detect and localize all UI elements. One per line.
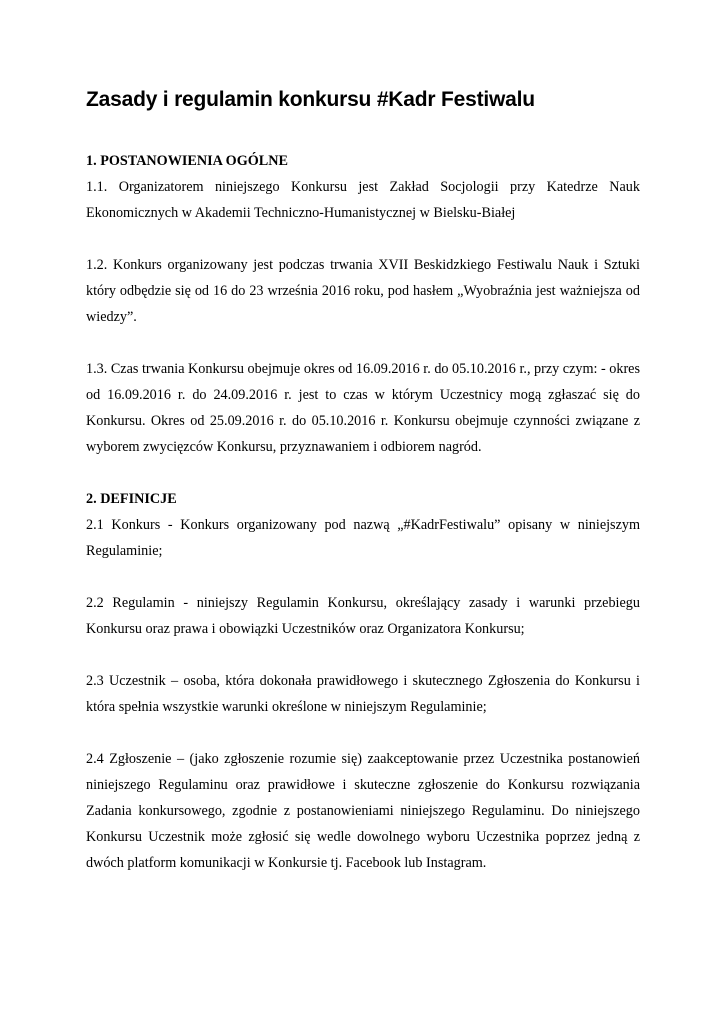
paragraph-1-1: 1.1. Organizatorem niniejszego Konkursu jest Zakład Socjologii przy Katedrze Nauk Ekonomicznych w Akademii Techniczno-Humanistycznej w Bielsku-Białej [86, 179, 640, 221]
document-title: Zasady i regulamin konkursu #Kadr Festiwalu [86, 88, 535, 111]
document-page [86, 86, 640, 876]
paragraph-2-4: 2.4 Zgłoszenie – (jako zgłoszenie rozumie się) zaakceptowanie przez Uczestnika postanowień niniejszego Regulaminu oraz prawidłowe i skuteczne zgłoszenie do Konkursu rozwiązania Zadania konkursowego, zgodnie z postanowieniami niniejszego Regulaminu. Do niniejszego Konkursu Uczestnik może zgłosić się wedle dowolnego wyboru Uczestnika poprzez jedną z dwóch platform komunikacji w Konkursie tj. Facebook lub Instagram. [86, 751, 640, 871]
paragraph-spacer [86, 226, 640, 252]
paragraph-1-3: 1.3. Czas trwania Konkursu obejmuje okres od 16.09.2016 r. do 05.10.2016 r., przy czym: - okres od 16.09.2016 r. do 24.09.2016 r. jest to czas w którym Uczestnicy mogą zgłaszać się do Konkursu. Okres od 25.09.2016 r. do 05.10.2016 r. Konkursu obejmuje czynności związane z wyborem zwycięzców Konkursu, przyznawaniem i odbiorem nagród. [86, 361, 641, 455]
paragraph-2-2: 2.2 Regulamin - niniejszy Regulamin Konkursu, określający zasady i warunki przebiegu Konkursu oraz prawa i obowiązki Uczestników oraz Organizatora Konkursu; [86, 595, 640, 637]
paragraph-spacer [86, 720, 640, 746]
section-heading: 1. POSTANOWIENIA OGÓLNE [86, 153, 288, 169]
paragraph-1-2: 1.2. Konkurs organizowany jest podczas trwania XVII Beskidzkiego Festiwalu Nauk i Sztuki który odbędzie się od 16 do 23 września 2016 roku, pod hasłem „Wyobraźnia jest ważniejsza od wiedzy”. [86, 257, 640, 325]
section-spacer [86, 460, 640, 486]
section-general-provisions [86, 148, 640, 460]
paragraph-2-1: 2.1 Konkurs - Konkurs organizowany pod nazwą „#KadrFestiwalu” opisany w niniejszym Regulaminie; [86, 517, 640, 559]
section-definitions [86, 486, 640, 876]
paragraph-spacer [86, 564, 640, 590]
paragraph-spacer [86, 330, 640, 356]
paragraph-spacer [86, 642, 640, 668]
paragraph-2-3: 2.3 Uczestnik – osoba, która dokonała prawidłowego i skutecznego Zgłoszenia do Konkursu i która spełnia wszystkie warunki określone w niniejszym Regulaminie; [86, 673, 640, 715]
section-heading: 2. DEFINICJE [86, 491, 177, 507]
